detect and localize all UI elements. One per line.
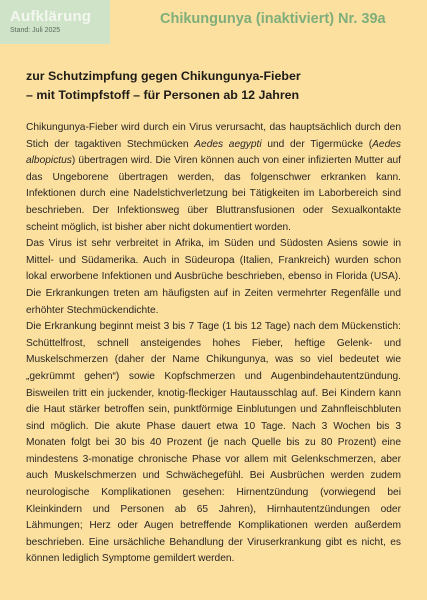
paragraph-symptoms: Die Erkrankung beginnt meist 3 bis 7 Tage (1 bis 12 Tage) nach dem Mückenstich: Schüttelfrost, schnell ansteigendes hohes Fieber, heftige Gelenk- und Muskelschmerzen (daher der Name Chikungunya, was so viel bedeutet wie „gekrümmt gehen“) sowie Kopfschmerzen und Augenbindehautentzündung. Bisweilen tritt ein juckender, knotig-fleckiger Hautausschlag auf. Bei Kindern kann die Haut stärker betroffen sein, punktförmige Einblutungen und Zahnfleischbluten sind möglich. Die akute Phase dauert etwa 10 Tage. Nach 3 Wochen bis 3 Monaten folgt bei 30 bis 40 Prozent (je nach Quelle bis zu 80 Prozent) eine mindestens 3-monatige chronische Phase vor allem mit Gelenkschmerzen, aber auch Muskelschmerzen und Schwächegefühl. Bei Ausbrüchen werden zudem neurologische Komplikationen gesehen: Hirnentzündung (vorwiegend bei Kleinkindern und Personen ab 65 Jahren), Hirnhautentzündungen oder Lähmungen; Herz oder Augen betreffende Komplikationen werden außerdem beschrieben. Eine ursächliche Behandlung der Viruserkrankung gibt es nicht, es können lediglich Symptome gemildert werden. xyxy=(26,321,401,565)
revision-date: Stand: Juli 2025 xyxy=(10,27,61,34)
document-series-title: Chikungunya (inaktiviert) Nr. 39a xyxy=(160,11,386,27)
heading-line-2: – mit Totimpfstoff – für Personen ab 12 Jahren xyxy=(26,88,300,102)
paragraph-text: und der Tigermücke ( xyxy=(261,138,373,150)
species-name: Aedes aegypti xyxy=(194,138,262,150)
category-tag: Aufklärung xyxy=(10,8,92,25)
body-text xyxy=(26,120,401,568)
paragraph-distribution: Das Virus ist sehr verbreitet in Afrika, im Süden und Südosten Asiens sowie in Mittel- und Südamerika. Auch in Südeuropa (Italien, Frankreich) wurden schon lokal erworbene Infektionen und Ausbrüche beschrieben, ebenso in Florida (USA). Die Erkrankungen treten am häufigsten auf in Zeiten vermehrter Regenfälle und erhöhter Stechmückendichte. xyxy=(26,238,401,316)
paragraph-text: Chikungunya-Fieber wird durch ein Virus verursacht, das hauptsächlich durch den Stich der tagaktiven Stechmücken xyxy=(26,122,401,150)
species-name: Aedes albopictus xyxy=(26,138,402,167)
paragraph-transmission xyxy=(26,120,401,236)
category-tag-box xyxy=(0,0,110,44)
heading-line-1: zur Schutzimpfung gegen Chikungunya-Fieber xyxy=(26,69,301,83)
document-heading xyxy=(26,67,406,105)
paragraph-text: ) übertragen wird. Die Viren können auch von einer infizierten Mutter auf das Ungeborene übertragen werden, das folgenschwer erkranken kann. Infektionen durch eine Nadelstichverletzung bei Tätigkeiten im Laborbereich sind beschrieben. Der Infektionsweg über Bluttransfusionen oder Sexualkontakte scheint möglich, ist bisher aber nicht dokumentiert worden. xyxy=(26,155,401,233)
